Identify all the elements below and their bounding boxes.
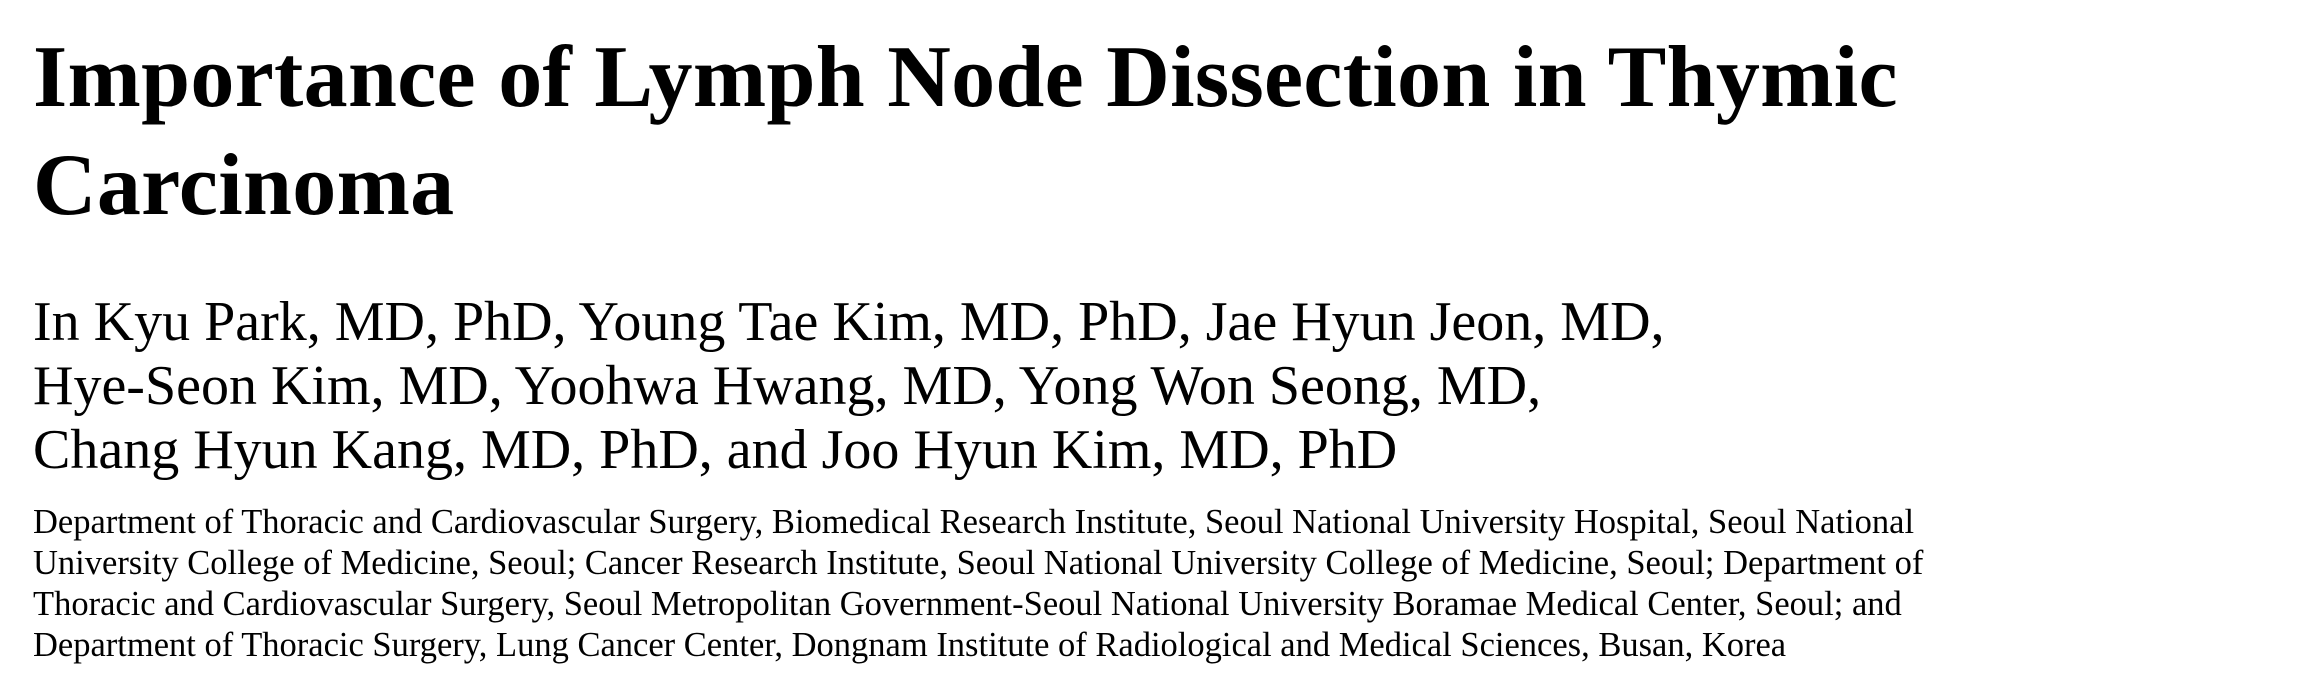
author-line: In Kyu Park, MD, PhD, Young Tae Kim, MD, PhD, Jae Hyun Jeon, MD, [33,291,1665,353]
title-line: Importance of Lymph Node Dissection in Thymic [33,29,1898,126]
affiliations [33,502,2283,666]
author-line: Hye-Seon Kim, MD, Yoohwa Hwang, MD, Yong Won Seong, MD, [33,355,1542,417]
article-title [33,24,2273,240]
affiliation-line: Thoracic and Cardiovascular Surgery, Seoul Metropolitan Government-Seoul National University Boramae Medical Center, Seoul; and [33,585,1902,623]
author-line: Chang Hyun Kang, MD, PhD, and Joo Hyun Kim, MD, PhD [33,419,1398,481]
affiliation-line: University College of Medicine, Seoul; Cancer Research Institute, Seoul National University College of Medicine, Seoul; Department of [33,544,1924,582]
author-list [33,290,2273,482]
affiliation-line: Department of Thoracic and Cardiovascular Surgery, Biomedical Research Institute, Seoul National University Hospital, Seoul National [33,503,1915,541]
affiliation-line: Department of Thoracic Surgery, Lung Cancer Center, Dongnam Institute of Radiological and Medical Sciences, Busan, Korea [33,626,1787,664]
title-line: Carcinoma [33,137,455,234]
